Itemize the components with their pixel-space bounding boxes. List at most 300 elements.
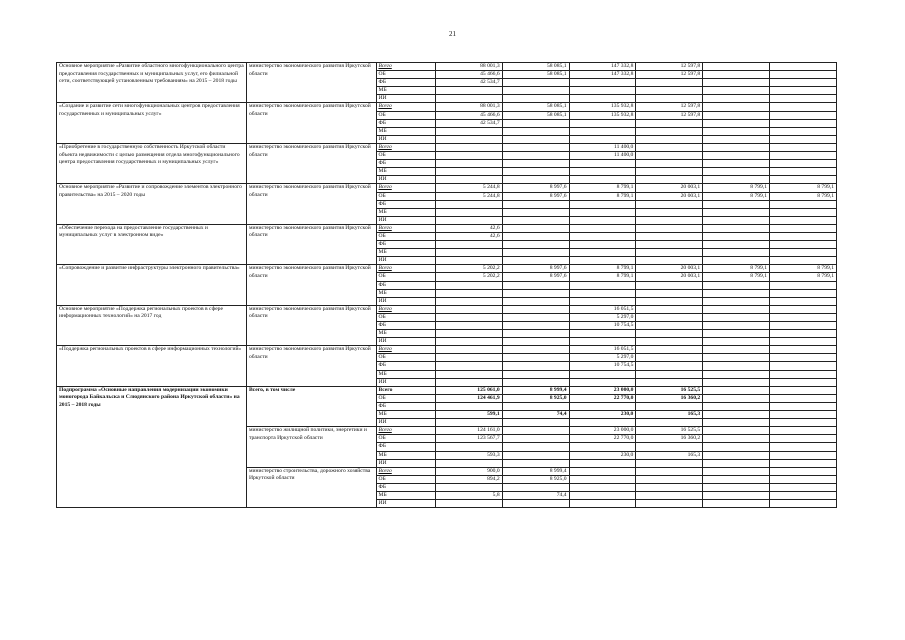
amount-cell <box>703 419 770 427</box>
amount-cell <box>569 475 636 483</box>
responsible-cell: министерство экономического развития Иркутской области <box>246 346 377 386</box>
amount-cell <box>703 297 770 305</box>
amount-cell: 20 003,1 <box>636 192 703 200</box>
activity-name-cell: Основное мероприятие «Развитие и сопровождение элементов электронного правительства» на 2015 – 2020 годы <box>57 184 247 224</box>
amount-cell <box>636 346 703 354</box>
amount-cell <box>502 362 569 370</box>
amount-cell <box>770 127 837 135</box>
amount-cell <box>435 200 502 208</box>
responsible-cell: министерство жилищной политики, энергетики и транспорта Иркутской области <box>246 427 377 467</box>
funding-source-cell: ОБ <box>377 273 435 281</box>
amount-cell <box>636 289 703 297</box>
amount-cell <box>770 216 837 224</box>
amount-cell <box>502 95 569 103</box>
amount-cell <box>703 394 770 402</box>
amount-cell <box>435 322 502 330</box>
amount-cell: 147 332,8 <box>569 71 636 79</box>
amount-cell: 599,1 <box>435 411 502 419</box>
amount-cell <box>435 152 502 160</box>
amount-cell <box>435 346 502 354</box>
funding-source-cell: МБ <box>377 208 435 216</box>
amount-cell <box>435 354 502 362</box>
amount-cell: 5 297,0 <box>569 354 636 362</box>
amount-cell <box>435 483 502 491</box>
amount-cell: 45 466,6 <box>435 111 502 119</box>
funding-source-cell: ИИ <box>377 257 435 265</box>
amount-cell <box>703 152 770 160</box>
amount-cell <box>770 176 837 184</box>
amount-cell <box>770 386 837 394</box>
amount-cell <box>770 71 837 79</box>
amount-cell: 8 997,6 <box>502 192 569 200</box>
amount-cell <box>435 160 502 168</box>
funding-source-cell: ОБ <box>377 152 435 160</box>
amount-cell <box>770 459 837 467</box>
funding-source-cell: МБ <box>377 330 435 338</box>
amount-cell <box>435 168 502 176</box>
amount-cell <box>770 491 837 499</box>
amount-cell <box>502 443 569 451</box>
funding-source-cell: ИИ <box>377 338 435 346</box>
funding-source-cell: ОБ <box>377 192 435 200</box>
amount-cell <box>502 419 569 427</box>
amount-cell <box>703 330 770 338</box>
funding-source-cell: Всего <box>377 427 435 435</box>
amount-cell <box>435 281 502 289</box>
amount-cell: 58 085,1 <box>502 71 569 79</box>
amount-cell: 45 466,6 <box>435 71 502 79</box>
amount-cell: 58 085,1 <box>502 103 569 111</box>
amount-cell <box>502 257 569 265</box>
amount-cell <box>770 208 837 216</box>
amount-cell <box>435 143 502 151</box>
amount-cell <box>435 249 502 257</box>
amount-cell <box>502 168 569 176</box>
amount-cell <box>770 451 837 459</box>
amount-cell: 20 003,1 <box>636 265 703 273</box>
amount-cell <box>636 330 703 338</box>
amount-cell <box>703 451 770 459</box>
amount-cell <box>569 127 636 135</box>
amount-cell <box>636 224 703 232</box>
amount-cell <box>703 483 770 491</box>
amount-cell: 88 001,3 <box>435 63 502 71</box>
amount-cell <box>435 208 502 216</box>
responsible-cell: министерство экономического развития Иркутской области <box>246 143 377 183</box>
funding-source-cell: МБ <box>377 451 435 459</box>
amount-cell <box>435 127 502 135</box>
amount-cell <box>703 257 770 265</box>
amount-cell <box>770 435 837 443</box>
amount-cell <box>770 322 837 330</box>
amount-cell <box>703 127 770 135</box>
funding-source-cell: ОБ <box>377 71 435 79</box>
amount-cell <box>502 451 569 459</box>
funding-source-cell: ИИ <box>377 95 435 103</box>
amount-cell <box>569 87 636 95</box>
amount-cell: 8 999,4 <box>502 467 569 475</box>
amount-cell <box>703 435 770 443</box>
amount-cell: 74,4 <box>502 411 569 419</box>
table-row <box>57 305 837 313</box>
amount-cell: 8 999,4 <box>502 386 569 394</box>
amount-cell <box>770 467 837 475</box>
amount-cell: 8 799,1 <box>569 184 636 192</box>
amount-cell <box>703 79 770 87</box>
funding-source-cell: ФБ <box>377 119 435 127</box>
activity-name-cell: «Поддержка региональных проектов в сфере информационных технологий» <box>57 346 247 386</box>
amount-cell: 165,3 <box>636 451 703 459</box>
amount-cell <box>569 241 636 249</box>
amount-cell <box>636 232 703 240</box>
amount-cell: 894,2 <box>435 475 502 483</box>
amount-cell <box>770 224 837 232</box>
amount-cell: 88 001,3 <box>435 103 502 111</box>
amount-cell <box>770 500 837 508</box>
funding-source-cell: МБ <box>377 289 435 297</box>
amount-cell <box>502 378 569 386</box>
table-row <box>57 386 837 394</box>
funding-source-cell: Всего <box>377 224 435 232</box>
amount-cell <box>703 467 770 475</box>
amount-cell <box>435 419 502 427</box>
amount-cell: 8 997,6 <box>502 265 569 273</box>
amount-cell <box>636 338 703 346</box>
activity-name-cell: «Создание и развитие сети многофункциональных центров предоставления государственных и муниципальных услуг» <box>57 103 247 143</box>
amount-cell: 10 754,5 <box>569 362 636 370</box>
amount-cell <box>502 338 569 346</box>
amount-cell: 124 461,9 <box>435 394 502 402</box>
funding-source-cell: МБ <box>377 127 435 135</box>
amount-cell: 8 925,0 <box>502 475 569 483</box>
amount-cell <box>502 305 569 313</box>
amount-cell <box>770 143 837 151</box>
amount-cell <box>569 200 636 208</box>
amount-cell <box>502 297 569 305</box>
amount-cell <box>435 216 502 224</box>
amount-cell <box>703 386 770 394</box>
amount-cell: 900,0 <box>435 467 502 475</box>
amount-cell <box>502 370 569 378</box>
amount-cell <box>502 427 569 435</box>
amount-cell: 12 597,8 <box>636 63 703 71</box>
amount-cell <box>435 338 502 346</box>
amount-cell: 11 400,0 <box>569 152 636 160</box>
amount-cell <box>569 402 636 410</box>
activity-name-cell: «Обеспечение перехода на предоставление государственных и муниципальных услуг в электронном виде» <box>57 224 247 264</box>
funding-source-cell: Всего <box>377 386 435 394</box>
funding-source-cell: ОБ <box>377 313 435 321</box>
amount-cell <box>569 459 636 467</box>
amount-cell <box>770 281 837 289</box>
funding-source-cell: ИИ <box>377 216 435 224</box>
table-row <box>57 63 837 71</box>
amount-cell <box>569 224 636 232</box>
amount-cell <box>770 168 837 176</box>
amount-cell <box>636 297 703 305</box>
amount-cell <box>502 459 569 467</box>
amount-cell: 8 799,1 <box>569 265 636 273</box>
amount-cell: 16 525,5 <box>636 427 703 435</box>
amount-cell <box>703 305 770 313</box>
amount-cell <box>569 176 636 184</box>
amount-cell: 58 085,1 <box>502 111 569 119</box>
amount-cell <box>636 160 703 168</box>
amount-cell <box>502 224 569 232</box>
funding-source-cell: ФБ <box>377 483 435 491</box>
amount-cell <box>636 313 703 321</box>
amount-cell <box>569 338 636 346</box>
amount-cell <box>703 160 770 168</box>
amount-cell <box>703 370 770 378</box>
amount-cell: 42,6 <box>435 232 502 240</box>
table-row <box>57 346 837 354</box>
amount-cell <box>636 257 703 265</box>
amount-cell <box>770 378 837 386</box>
amount-cell <box>703 281 770 289</box>
amount-cell <box>703 475 770 483</box>
amount-cell <box>502 330 569 338</box>
amount-cell <box>703 249 770 257</box>
amount-cell <box>770 119 837 127</box>
amount-cell <box>636 419 703 427</box>
amount-cell <box>569 370 636 378</box>
amount-cell <box>703 346 770 354</box>
amount-cell <box>770 297 837 305</box>
amount-cell <box>636 459 703 467</box>
amount-cell: 230,0 <box>569 411 636 419</box>
amount-cell <box>636 249 703 257</box>
amount-cell <box>770 152 837 160</box>
amount-cell <box>636 475 703 483</box>
amount-cell <box>770 346 837 354</box>
amount-cell: 22 770,0 <box>569 394 636 402</box>
amount-cell <box>502 435 569 443</box>
amount-cell <box>636 322 703 330</box>
amount-cell <box>636 143 703 151</box>
funding-source-cell: ОБ <box>377 354 435 362</box>
amount-cell <box>636 95 703 103</box>
amount-cell <box>502 241 569 249</box>
amount-cell <box>770 241 837 249</box>
amount-cell <box>770 160 837 168</box>
amount-cell <box>703 71 770 79</box>
amount-cell: 12 597,8 <box>636 71 703 79</box>
amount-cell <box>703 95 770 103</box>
funding-source-cell: ФБ <box>377 79 435 87</box>
amount-cell <box>636 208 703 216</box>
amount-cell: 12 597,8 <box>636 111 703 119</box>
amount-cell <box>569 232 636 240</box>
amount-cell <box>569 467 636 475</box>
table-row <box>57 143 837 151</box>
amount-cell <box>502 249 569 257</box>
amount-cell <box>770 135 837 143</box>
amount-cell: 16 360,2 <box>636 394 703 402</box>
funding-source-cell: Всего <box>377 346 435 354</box>
amount-cell <box>435 95 502 103</box>
amount-cell: 20 003,1 <box>636 184 703 192</box>
table-row <box>57 224 837 232</box>
amount-cell: 8 799,1 <box>569 273 636 281</box>
amount-cell: 8 997,6 <box>502 184 569 192</box>
amount-cell <box>636 483 703 491</box>
amount-cell <box>636 168 703 176</box>
amount-cell <box>435 330 502 338</box>
amount-cell: 11 400,0 <box>569 143 636 151</box>
amount-cell <box>636 354 703 362</box>
amount-cell <box>703 289 770 297</box>
amount-cell <box>770 200 837 208</box>
amount-cell: 8 925,0 <box>502 394 569 402</box>
amount-cell <box>636 87 703 95</box>
responsible-cell: Всего, в том числе <box>246 386 377 426</box>
amount-cell <box>502 160 569 168</box>
amount-cell: 230,0 <box>569 451 636 459</box>
amount-cell: 23 000,0 <box>569 427 636 435</box>
amount-cell: 12 597,8 <box>636 103 703 111</box>
amount-cell <box>569 297 636 305</box>
amount-cell <box>703 168 770 176</box>
funding-source-cell: ИИ <box>377 419 435 427</box>
amount-cell: 5 297,0 <box>569 313 636 321</box>
amount-cell <box>770 249 837 257</box>
table-row <box>57 184 837 192</box>
amount-cell <box>435 176 502 184</box>
budget-table-body <box>57 63 837 508</box>
amount-cell <box>770 475 837 483</box>
amount-cell: 5 202,2 <box>435 265 502 273</box>
amount-cell: 135 932,8 <box>569 103 636 111</box>
amount-cell <box>569 483 636 491</box>
amount-cell <box>569 168 636 176</box>
amount-cell <box>435 257 502 265</box>
funding-source-cell: ФБ <box>377 200 435 208</box>
amount-cell <box>770 289 837 297</box>
amount-cell: 16 525,5 <box>636 386 703 394</box>
amount-cell: 593,3 <box>435 451 502 459</box>
amount-cell <box>502 135 569 143</box>
amount-cell <box>703 143 770 151</box>
amount-cell <box>636 176 703 184</box>
amount-cell: 125 061,0 <box>435 386 502 394</box>
amount-cell <box>569 419 636 427</box>
funding-source-cell: ИИ <box>377 378 435 386</box>
funding-source-cell: ИИ <box>377 135 435 143</box>
amount-cell: 5 244,8 <box>435 192 502 200</box>
table-row <box>57 103 837 111</box>
amount-cell <box>703 354 770 362</box>
amount-cell <box>703 103 770 111</box>
amount-cell <box>435 362 502 370</box>
amount-cell <box>569 330 636 338</box>
amount-cell <box>636 362 703 370</box>
amount-cell <box>435 289 502 297</box>
amount-cell <box>569 378 636 386</box>
amount-cell <box>770 362 837 370</box>
subprogram-name-cell: Подпрограмма «Основные направления модернизации экономики моногорода Байкальска и Слюдянского района Иркутской области» на 2015 – 2018 годы <box>57 386 247 507</box>
page-number: 21 <box>449 30 456 38</box>
amount-cell <box>703 459 770 467</box>
amount-cell <box>435 313 502 321</box>
amount-cell <box>502 176 569 184</box>
amount-cell <box>502 346 569 354</box>
amount-cell: 8 799,1 <box>770 192 837 200</box>
amount-cell <box>636 79 703 87</box>
amount-cell <box>502 216 569 224</box>
amount-cell: 42,6 <box>435 224 502 232</box>
funding-source-cell: ОБ <box>377 435 435 443</box>
funding-source-cell: Всего <box>377 143 435 151</box>
funding-source-cell: Всего <box>377 467 435 475</box>
amount-cell <box>770 313 837 321</box>
amount-cell <box>435 459 502 467</box>
amount-cell <box>770 87 837 95</box>
amount-cell <box>502 79 569 87</box>
amount-cell: 8 799,1 <box>703 184 770 192</box>
amount-cell <box>435 87 502 95</box>
amount-cell: 23 000,0 <box>569 386 636 394</box>
amount-cell <box>770 111 837 119</box>
amount-cell <box>636 467 703 475</box>
amount-cell <box>703 443 770 451</box>
amount-cell: 16 051,5 <box>569 305 636 313</box>
amount-cell <box>703 313 770 321</box>
amount-cell <box>636 152 703 160</box>
amount-cell <box>770 419 837 427</box>
funding-source-cell: МБ <box>377 491 435 499</box>
table-row <box>57 265 837 273</box>
amount-cell <box>502 289 569 297</box>
funding-source-cell: МБ <box>377 370 435 378</box>
amount-cell <box>770 370 837 378</box>
funding-source-cell: Всего <box>377 63 435 71</box>
budget-table-sheet <box>56 62 837 508</box>
amount-cell: 165,3 <box>636 411 703 419</box>
funding-source-cell: МБ <box>377 249 435 257</box>
amount-cell <box>703 135 770 143</box>
amount-cell <box>502 87 569 95</box>
amount-cell <box>703 402 770 410</box>
funding-source-cell: ФБ <box>377 160 435 168</box>
amount-cell: 20 003,1 <box>636 273 703 281</box>
amount-cell <box>569 79 636 87</box>
amount-cell <box>636 378 703 386</box>
amount-cell <box>770 394 837 402</box>
amount-cell <box>703 491 770 499</box>
amount-cell <box>502 354 569 362</box>
funding-source-cell: ФБ <box>377 241 435 249</box>
amount-cell <box>569 135 636 143</box>
amount-cell <box>569 119 636 127</box>
amount-cell <box>770 63 837 71</box>
amount-cell <box>502 402 569 410</box>
amount-cell <box>435 305 502 313</box>
funding-source-cell: ФБ <box>377 443 435 451</box>
funding-source-cell: ИИ <box>377 459 435 467</box>
amount-cell <box>569 208 636 216</box>
funding-source-cell: ФБ <box>377 402 435 410</box>
amount-cell <box>703 224 770 232</box>
amount-cell <box>770 354 837 362</box>
amount-cell <box>703 322 770 330</box>
amount-cell <box>703 176 770 184</box>
amount-cell: 5 202,2 <box>435 273 502 281</box>
funding-source-cell: ИИ <box>377 176 435 184</box>
amount-cell <box>569 257 636 265</box>
amount-cell: 42 534,7 <box>435 79 502 87</box>
amount-cell <box>636 402 703 410</box>
